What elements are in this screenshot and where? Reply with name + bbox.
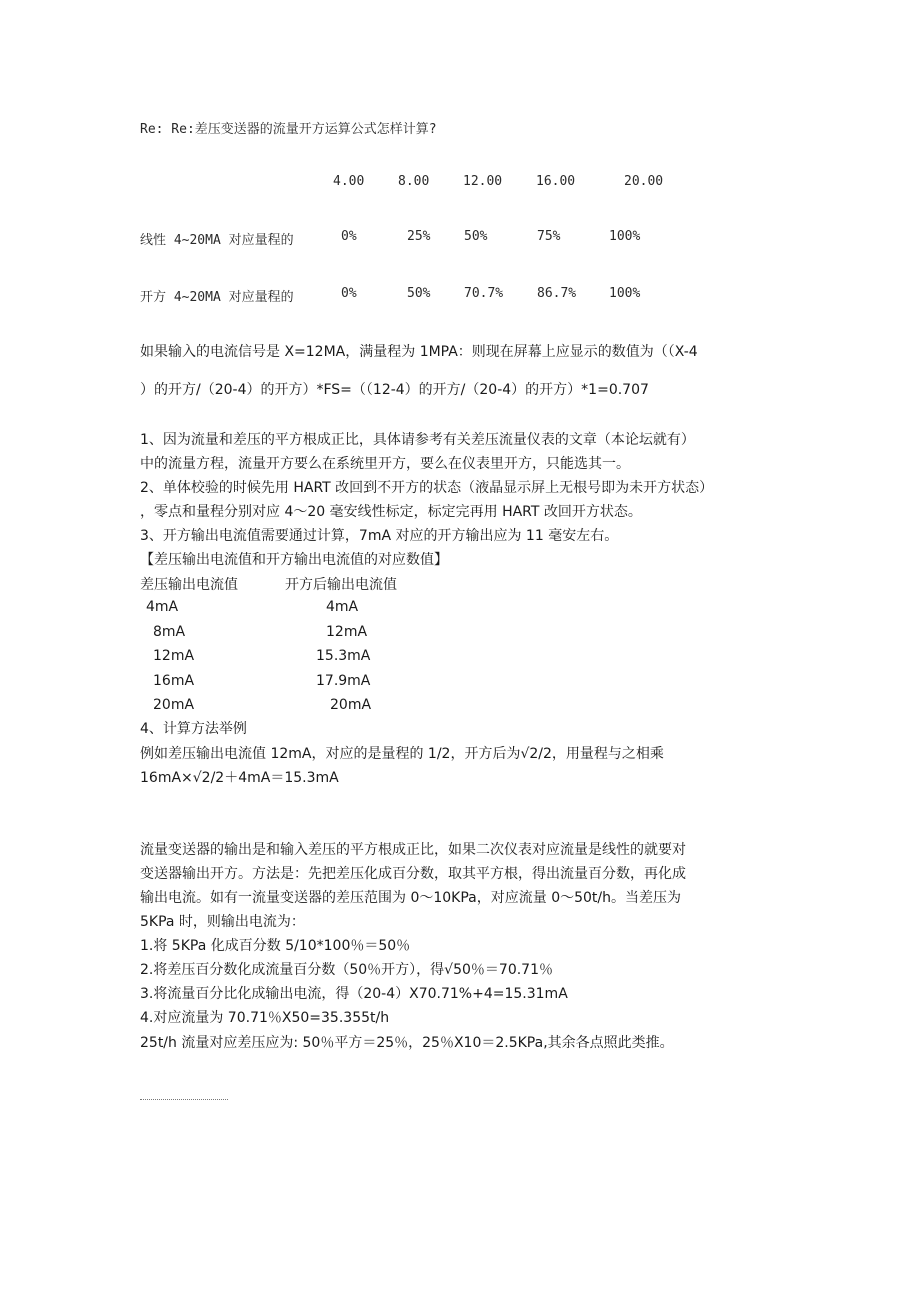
table-cell: 16mA	[153, 673, 195, 689]
table-cell: 4mA	[146, 599, 179, 615]
step-line: 25t/h 流量对应差压应为: 50％平方＝25％，25％X10＝2.5KPa,其余各点照此类推。	[140, 1035, 674, 1051]
note-line: ，零点和量程分别对应 4～20 毫安线性标定，标定完再用 HART 改回开方状态。	[140, 504, 642, 520]
header-cell: 4.00	[333, 174, 365, 189]
example-line: 例如差压输出电流值 12mA，对应的是量程的 1/2，开方后为√2/2，用量程与之相乘	[140, 746, 664, 762]
row-label: 开方 4~20MA 对应量程的	[140, 290, 294, 305]
row-value: 75%	[537, 229, 561, 244]
table-cell: 17.9mA	[316, 673, 371, 689]
table-cell: 8mA	[153, 624, 186, 640]
note-line: 1、因为流量和差压的平方根成正比，具体请参考有关差压流量仪表的文章（本论坛就有）	[140, 432, 695, 448]
footer-divider	[140, 1099, 228, 1100]
header-cell: 20.00	[624, 174, 664, 189]
table-row	[140, 599, 540, 619]
row-value: 70.7%	[464, 286, 504, 301]
row-value: 100%	[609, 229, 641, 244]
header-cell: 16.00	[536, 174, 576, 189]
example-heading: 4、计算方法举例	[140, 721, 247, 737]
row-label: 线性 4~20MA 对应量程的	[140, 233, 294, 248]
post-title: Re: Re:差压变送器的流量开方运算公式怎样计算?	[140, 122, 437, 137]
row-value: 86.7%	[537, 286, 577, 301]
note-line: 3、开方输出电流值需要通过计算，7mA 对应的开方输出应为 11 毫安左右。	[140, 528, 619, 544]
row-value: 0%	[341, 229, 357, 244]
table-cell: 12mA	[153, 648, 195, 664]
paragraph-line: 5KPa 时，则输出电流为：	[140, 914, 305, 930]
table-row	[140, 673, 540, 693]
table-cell: 20mA	[330, 697, 372, 713]
row-value: 25%	[407, 229, 431, 244]
row-value: 0%	[341, 286, 357, 301]
paragraph-line: 输出电流。如有一流量变送器的差压范围为 0～10KPa，对应流量 0～50t/h。当差压为	[140, 890, 681, 906]
row-value: 50%	[407, 286, 431, 301]
table-row	[140, 648, 540, 668]
table-cell: 4mA	[326, 599, 359, 615]
step-line: 1.将 5KPa 化成百分数 5/10*100％＝50％	[140, 938, 411, 954]
linear-row	[0, 229, 920, 249]
table-header: 差压输出电流值	[140, 577, 238, 593]
header-cell: 12.00	[463, 174, 503, 189]
sqrt-row	[0, 286, 920, 306]
formula-line: 如果输入的电流信号是 X=12MA，满量程为 1MPA：则现在屏幕上应显示的数值为（（X-4	[140, 344, 698, 360]
paragraph-line: 变送器输出开方。方法是：先把差压化成百分数，取其平方根，得出流量百分数，再化成	[140, 866, 686, 882]
note-line: 2、单体校验的时候先用 HART 改回到不开方的状态（液晶显示屏上无根号即为未开方状态）	[140, 480, 714, 496]
table-cell: 15.3mA	[316, 648, 371, 664]
formula-line: ）的开方/（20-4）的开方）*FS=（（12-4）的开方/（20-4）的开方）*1=0.707	[140, 382, 649, 398]
table-caption: 【差压输出电流值和开方输出电流值的对应数值】	[140, 552, 448, 568]
table-header-row	[140, 574, 540, 594]
table-cell: 12mA	[326, 624, 368, 640]
table-row	[140, 697, 540, 717]
header-cell: 8.00	[398, 174, 430, 189]
row-value: 50%	[464, 229, 488, 244]
current-header-row	[0, 174, 920, 194]
step-line: 2.将差压百分数化成流量百分数（50％开方），得√50％＝70.71％	[140, 962, 553, 978]
table-cell: 20mA	[153, 697, 195, 713]
step-line: 3.将流量百分比化成输出电流，得（20-4）X70.71%+4=15.31mA	[140, 986, 568, 1002]
example-line: 16mA×√2/2＋4mA＝15.3mA	[140, 770, 339, 786]
step-line: 4.对应流量为 70.71％X50=35.355t/h	[140, 1010, 390, 1026]
table-row	[140, 624, 540, 644]
row-value: 100%	[609, 286, 641, 301]
table-header: 开方后输出电流值	[285, 577, 397, 593]
paragraph-line: 流量变送器的输出是和输入差压的平方根成正比，如果二次仪表对应流量是线性的就要对	[140, 842, 686, 858]
note-line: 中的流量方程，流量开方要么在系统里开方，要么在仪表里开方，只能选其一。	[140, 456, 630, 472]
